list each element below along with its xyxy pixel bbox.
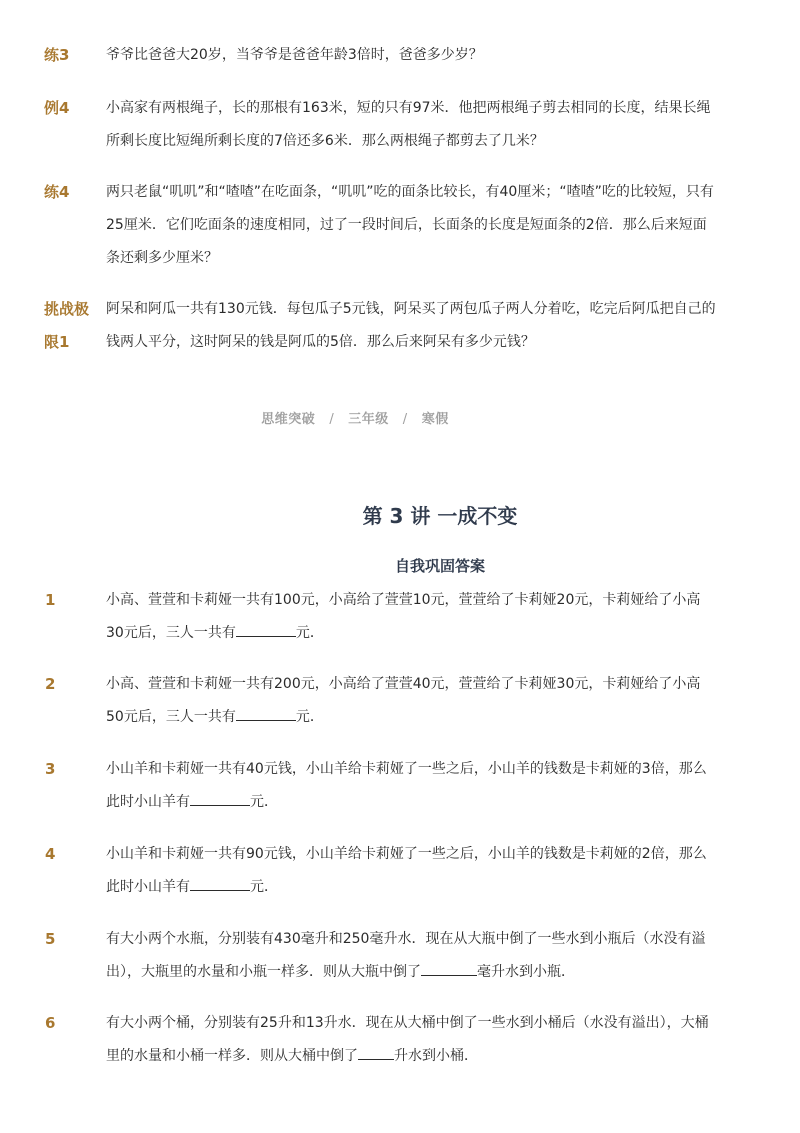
- example-4-label: 例4: [44, 99, 70, 117]
- practice-3-text: 爷爷比爸爸大20岁，当爷爷是爸爸年龄3倍时，爸爸多少岁？: [106, 47, 483, 63]
- question-text: [106, 838, 718, 904]
- answer-blank[interactable]: [358, 1045, 394, 1060]
- question-number: 6: [45, 1014, 56, 1032]
- question-text-after: 元．: [295, 709, 324, 725]
- page-footer: [0, 408, 710, 427]
- question-number: 3: [45, 760, 56, 778]
- question-text-before: 小高、萱萱和卡莉娅一共有100元，小高给了萱萱10元，萱萱给了卡莉娅20元，卡莉娅给了小高30元后，三人一共有: [106, 592, 701, 641]
- question-text: [106, 668, 718, 734]
- question-text: [106, 753, 718, 819]
- footer-series: 思维突破: [261, 412, 316, 427]
- question-text-before: 小山羊和卡莉娅一共有90元钱，小山羊给卡莉娅了一些之后，小山羊的钱数是卡莉娅的2倍，那么此时小山羊有: [106, 846, 707, 895]
- question-number: 2: [45, 675, 56, 693]
- footer-term: 寒假: [421, 412, 449, 427]
- lecture-title: 第 3 讲 一成不变: [362, 504, 518, 528]
- question-number: 1: [45, 591, 56, 609]
- question-text-before: 小高、萱萱和卡莉娅一共有200元，小高给了萱萱40元，萱萱给了卡莉娅30元，卡莉娅给了小高50元后，三人一共有: [106, 676, 701, 725]
- question-text: [106, 923, 718, 989]
- answer-blank[interactable]: [236, 622, 296, 637]
- question-text-after: 毫升水到小瓶．: [477, 964, 575, 980]
- question-text-before: 小山羊和卡莉娅一共有40元钱，小山羊给卡莉娅了一些之后，小山羊的钱数是卡莉娅的3倍，那么此时小山羊有: [106, 761, 707, 810]
- practice-4-label: 练4: [44, 183, 70, 201]
- question-text-after: 元．: [295, 625, 324, 641]
- footer-separator: /: [329, 412, 335, 427]
- challenge-label-line1: 挑战极: [44, 300, 90, 318]
- question-text-after: 升水到小桶．: [394, 1048, 478, 1064]
- answer-blank[interactable]: [190, 791, 250, 806]
- answer-blank[interactable]: [236, 706, 296, 721]
- answer-blank[interactable]: [190, 876, 250, 891]
- footer-grade: 三年级: [348, 412, 389, 427]
- practice-4-text: 两只老鼠“叽叽”和“喳喳”在吃面条，“叽叽”吃的面条比较长，有40厘米；“喳喳”吃的比较短，只有25厘米．它们吃面条的速度相同，过了一段时间后，长面条的长度是短面条的2倍．那么后来短面条还剩多少厘米？: [106, 184, 714, 266]
- challenge-1-text: 阿呆和阿瓜一共有130元钱．每包瓜子5元钱，阿呆买了两包瓜子两人分着吃，吃完后阿瓜把自己的钱两人平分，这时阿呆的钱是阿瓜的5倍．那么后来阿呆有多少元钱？: [106, 301, 716, 350]
- answer-blank[interactable]: [421, 961, 477, 976]
- question-text: [106, 584, 718, 650]
- question-text-before: 有大小两个桶，分别装有25升和13升水．现在从大桶中倒了一些水到小桶后（水没有溢出），大桶里的水量和小桶一样多．则从大桶中倒了: [106, 1015, 709, 1064]
- question-number: 5: [45, 930, 56, 948]
- question-number: 4: [45, 845, 56, 863]
- footer-separator: /: [402, 412, 408, 427]
- challenge-label-line2: 限1: [44, 333, 70, 351]
- example-4-text: 小高家有两根绳子，长的那根有163米，短的只有97米．他把两根绳子剪去相同的长度，结果长绳所剩长度比短绳所剩长度的7倍还多6米．那么两根绳子都剪去了几米？: [106, 100, 711, 149]
- question-text-after: 元．: [250, 879, 278, 895]
- question-text: [106, 1007, 718, 1073]
- section-title: 自我巩固答案: [394, 557, 485, 575]
- practice-3-label: 练3: [44, 46, 70, 64]
- challenge-1-label: [44, 293, 104, 359]
- question-text-after: 元．: [250, 794, 278, 810]
- question-text-before: 有大小两个水瓶，分别装有430毫升和250毫升水．现在从大瓶中倒了一些水到小瓶后（水没有溢出），大瓶里的水量和小瓶一样多．则从大瓶中倒了: [106, 931, 706, 980]
